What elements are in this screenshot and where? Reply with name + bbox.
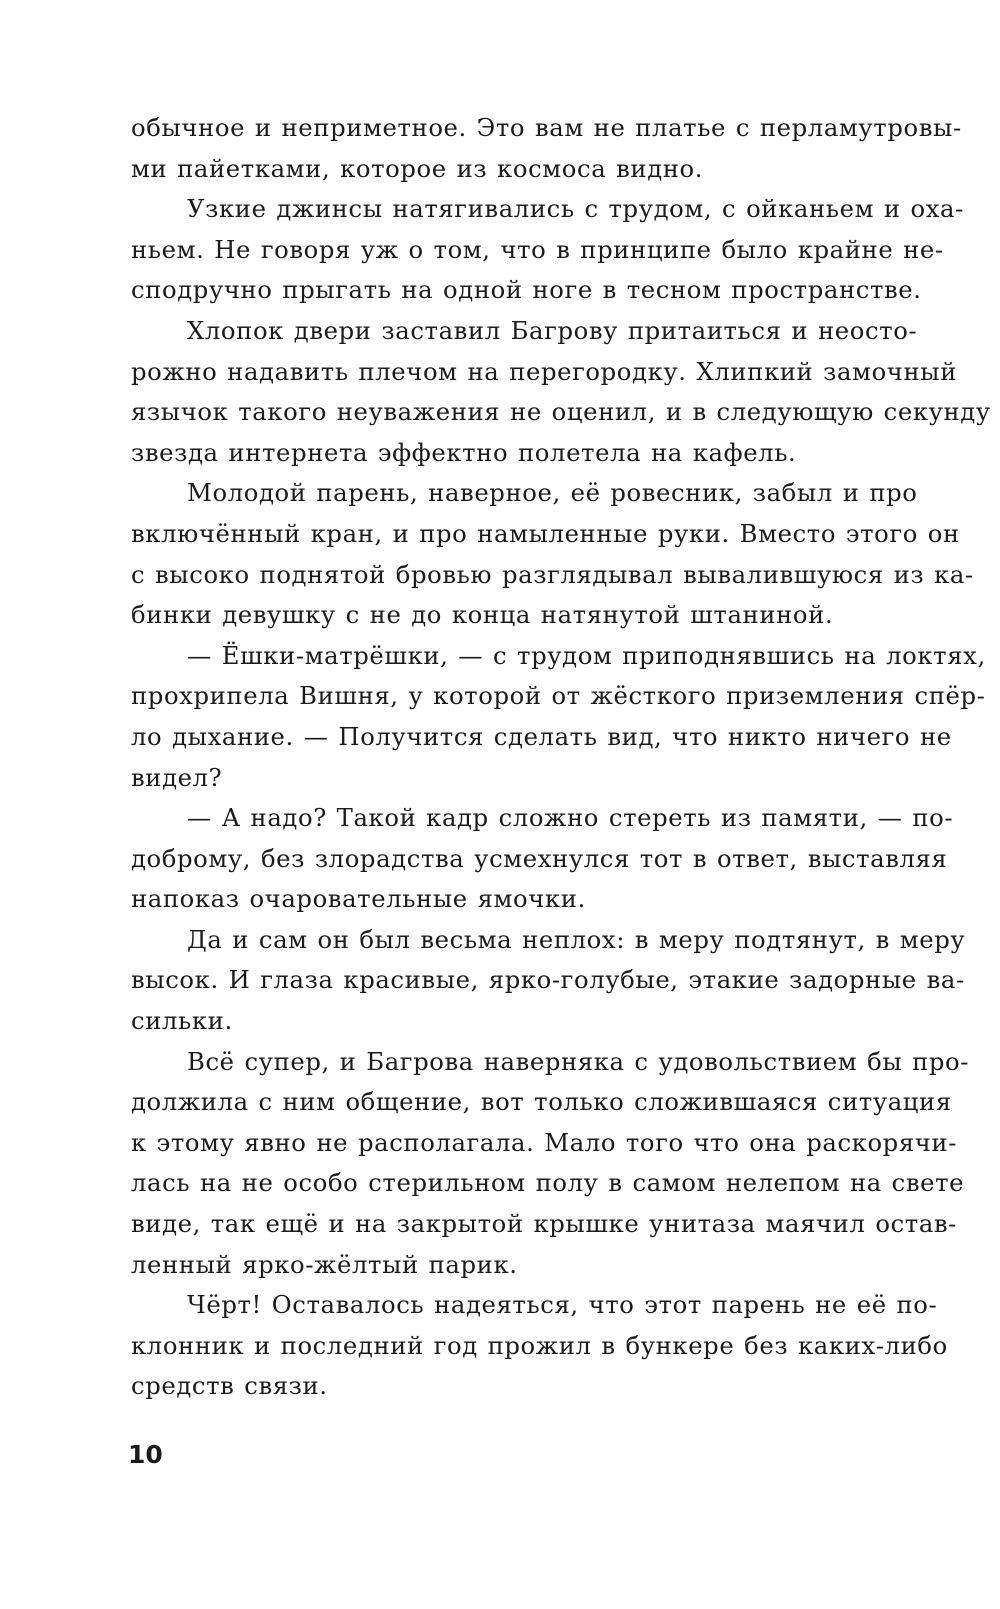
text-line: звезда интернета эффектно полетела на кафель. — [131, 437, 797, 467]
text-line: лась на не особо стерильном полу в самом нелепом на свете — [131, 1168, 965, 1198]
text-line: средств связи. — [131, 1371, 328, 1401]
text-line: видел? — [131, 762, 223, 792]
text-line: язычок такого неуважения не оценил, и в следующую секунду — [131, 397, 991, 427]
text-line: — А надо? Такой кадр сложно стереть из памяти, — по- — [187, 803, 954, 833]
text-line: ленный ярко-жёлтый парик. — [131, 1249, 518, 1279]
text-line: Да и сам он был весьма неплох: в меру подтянут, в меру — [187, 924, 966, 954]
text-line: — Ёшки-матрёшки, — с трудом приподнявшись на локтях, — [187, 640, 986, 670]
text-line: прохрипела Вишня, у которой от жёсткого приземления спёр- — [131, 681, 986, 711]
text-line: должила с ним общение, вот только сложившаяся ситуация — [131, 1087, 952, 1117]
text-line: Чёрт! Оставалось надеяться, что этот парень не её по- — [187, 1290, 938, 1320]
text-line: виде, так ещё и на закрытой крышке унитаза маячил остав- — [131, 1209, 957, 1239]
text-line: клонник и последний год прожил в бункере без каких-либо — [131, 1330, 948, 1360]
text-line: ньем. Не говоря уж о том, что в принципе было крайне не- — [131, 234, 944, 264]
text-line: Узкие джинсы натягивались с трудом, с ойканьем и оха- — [187, 194, 964, 224]
text-line: ми пайетками, которое из космоса видно. — [131, 153, 704, 183]
text-line: напоказ очаровательные ямочки. — [131, 884, 586, 914]
text-line: с высоко поднятой бровью разглядывал вывалившуюся из ка- — [131, 559, 974, 589]
text-line: ло дыхание. — Получится сделать вид, что никто ничего не — [131, 721, 952, 751]
text-line: рожно надавить плечом на перегородку. Хлипкий замочный — [131, 356, 957, 386]
text-line: высок. И глаза красивые, ярко-голубые, этакие задорные ва- — [131, 965, 965, 995]
text-line: сподручно прыгать на одной ноге в тесном пространстве. — [131, 275, 922, 305]
text-line: Всё супер, и Багрова наверняка с удовольствием бы про- — [187, 1046, 970, 1076]
text-line: бинки девушку с не до конца натянутой штаниной. — [131, 600, 834, 630]
body-text — [131, 108, 991, 1407]
text-line: сильки. — [131, 1006, 233, 1036]
text-line: доброму, без злорадства усмехнулся тот в ответ, выставляя — [131, 843, 948, 873]
text-line: Хлопок двери заставил Багрову притаиться и неосто- — [187, 315, 918, 345]
text-line: к этому явно не располагала. Мало того что она раскорячи- — [131, 1127, 958, 1157]
text-line: включённый кран, и про намыленные руки. Вместо этого он — [131, 518, 960, 548]
text-line: обычное и неприметное. Это вам не платье с перламутровы- — [131, 113, 962, 142]
text-line: Молодой парень, наверное, её ровесник, забыл и про — [187, 478, 918, 508]
page-number: 10 — [128, 1440, 163, 1469]
